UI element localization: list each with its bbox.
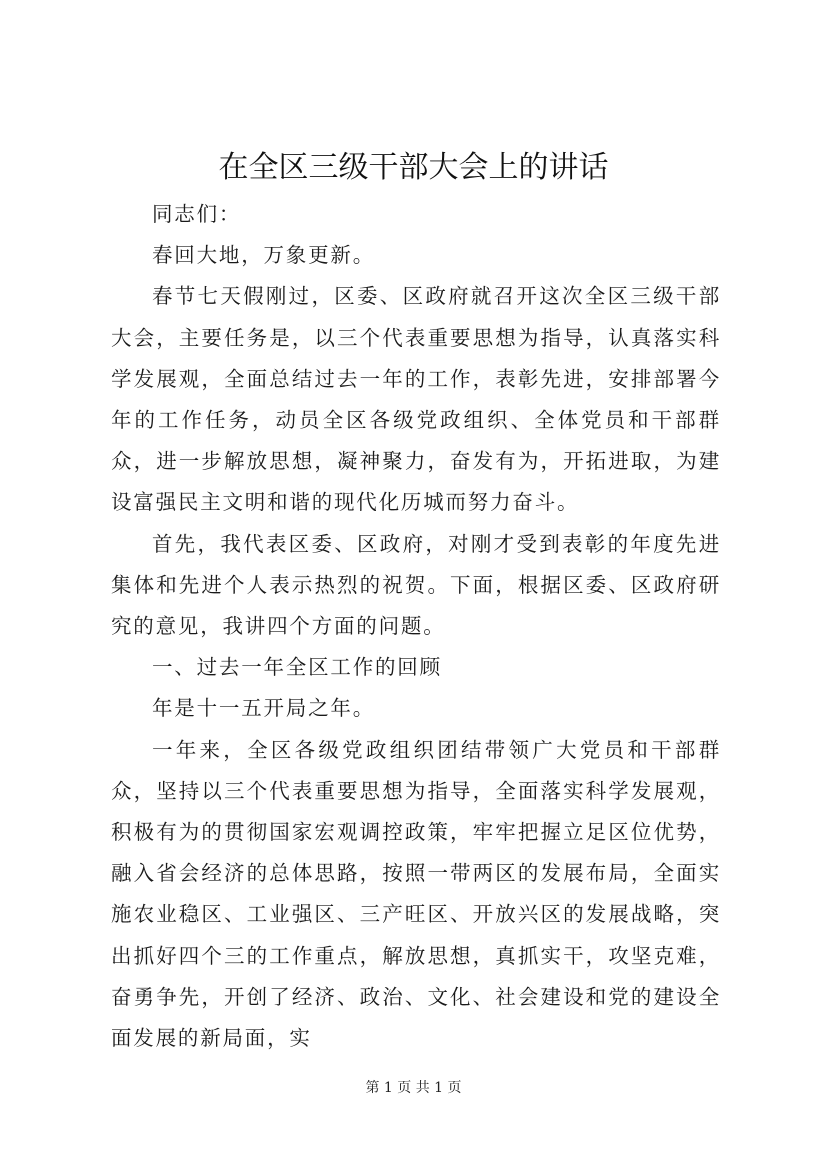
section-heading-review: 一、过去一年全区工作的回顾 [152,655,442,680]
paragraph-review: 一年来，全区各级党政组织团结带领广大党员和干部群众，坚持以三个代表重要思想为指导，全面落实科学发展观，积极有为的贯彻国家宏观调控政策，牢牢把握立足区位优势，融入省会经济的总体思路，按照一带两区的发展布局，全面实施农业稳区、工业强区、三产旺区、开放兴区的发展战略，突出抓好四个三的工作重点，解放思想，真抓实干，攻坚克难，奋勇争先，开创了经济、政治、文化、社会建设和党的建设全面发展的新局面，实 [111,737,721,1051]
document-title: 在全区三级干部大会上的讲话 [218,150,609,185]
paragraph-year: 年是十一五开局之年。 [152,696,375,721]
paragraph-purpose: 春节七天假刚过，区委、区政府就召开这次全区三级干部大会，主要任务是，以三个代表重要思想为指导，认真落实科学发展观，全面总结过去一年的工作，表彰先进，安排部署今年的工作任务，动员全区各级党政组织、全体党员和干部群众，进一步解放思想，凝神聚力，奋发有为，开拓进取，为建设富强民主文明和谐的现代化历城而努力奋斗。 [111,284,721,515]
document-body [111,194,721,1059]
paragraph-opening: 春回大地，万象更新。 [152,243,375,268]
page-footer: 第 1 页 共 1 页 [365,1080,462,1096]
paragraph-salutation: 同志们： [152,202,242,226]
paragraph-congratulations: 首先，我代表区委、区政府，对刚才受到表彰的年度先进集体和先进个人表示热烈的祝贺。下面，根据区委、区政府研究的意见，我讲四个方面的问题。 [111,531,721,639]
